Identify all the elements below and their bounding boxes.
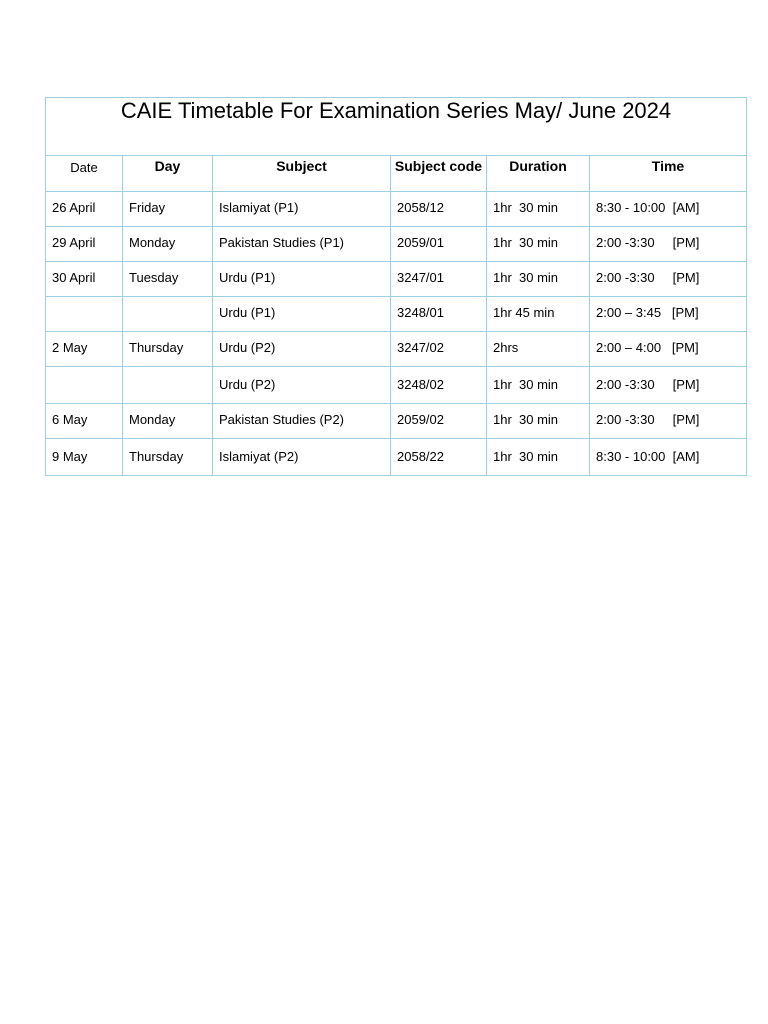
table-title: CAIE Timetable For Examination Series May/ June 2024 [46,98,747,156]
cell-duration: 1hr 30 min [487,404,590,439]
cell-time: 2:00 -3:30 [PM] [590,367,747,404]
cell-duration: 1hr 30 min [487,262,590,297]
cell-date: 2 May [46,332,123,367]
cell-duration: 1hr 30 min [487,192,590,227]
cell-time: 2:00 -3:30 [PM] [590,404,747,439]
header-subject: Subject [213,156,391,192]
cell-day [123,367,213,404]
cell-date: 6 May [46,404,123,439]
cell-subject-code: 3247/01 [391,262,487,297]
cell-duration: 1hr 45 min [487,297,590,332]
cell-day [123,297,213,332]
header-row [46,156,747,192]
cell-time: 2:00 – 3:45 [PM] [590,297,747,332]
cell-day: Tuesday [123,262,213,297]
cell-subject: Pakistan Studies (P1) [213,227,391,262]
header-subject-code: Subject code [391,156,487,192]
cell-date: 26 April [46,192,123,227]
header-date: Date [46,156,123,192]
table-row [46,404,747,439]
cell-time: 2:00 – 4:00 [PM] [590,332,747,367]
cell-duration: 1hr 30 min [487,227,590,262]
cell-date [46,367,123,404]
cell-duration: 1hr 30 min [487,439,590,476]
cell-subject: Urdu (P2) [213,367,391,404]
table-row [46,262,747,297]
cell-subject-code: 2058/12 [391,192,487,227]
cell-date: 29 April [46,227,123,262]
cell-day: Friday [123,192,213,227]
cell-subject-code: 2058/22 [391,439,487,476]
cell-time: 2:00 -3:30 [PM] [590,262,747,297]
table-row [46,439,747,476]
cell-day: Monday [123,227,213,262]
cell-subject-code: 3248/02 [391,367,487,404]
cell-subject: Urdu (P2) [213,332,391,367]
exam-timetable [45,97,747,476]
cell-subject: Urdu (P1) [213,297,391,332]
cell-date: 9 May [46,439,123,476]
cell-time: 8:30 - 10:00 [AM] [590,192,747,227]
cell-day: Thursday [123,332,213,367]
table-row [46,297,747,332]
cell-day: Monday [123,404,213,439]
cell-subject: Islamiyat (P1) [213,192,391,227]
cell-time: 2:00 -3:30 [PM] [590,227,747,262]
cell-subject: Pakistan Studies (P2) [213,404,391,439]
cell-subject-code: 2059/01 [391,227,487,262]
cell-subject-code: 2059/02 [391,404,487,439]
header-duration: Duration [487,156,590,192]
table-row [46,192,747,227]
table-row [46,367,747,404]
header-day: Day [123,156,213,192]
header-time: Time [590,156,747,192]
cell-subject-code: 3247/02 [391,332,487,367]
cell-date: 30 April [46,262,123,297]
cell-duration: 1hr 30 min [487,367,590,404]
table-row [46,227,747,262]
cell-subject: Islamiyat (P2) [213,439,391,476]
cell-duration: 2hrs [487,332,590,367]
cell-subject: Urdu (P1) [213,262,391,297]
table-row [46,332,747,367]
cell-date [46,297,123,332]
cell-subject-code: 3248/01 [391,297,487,332]
cell-day: Thursday [123,439,213,476]
cell-time: 8:30 - 10:00 [AM] [590,439,747,476]
